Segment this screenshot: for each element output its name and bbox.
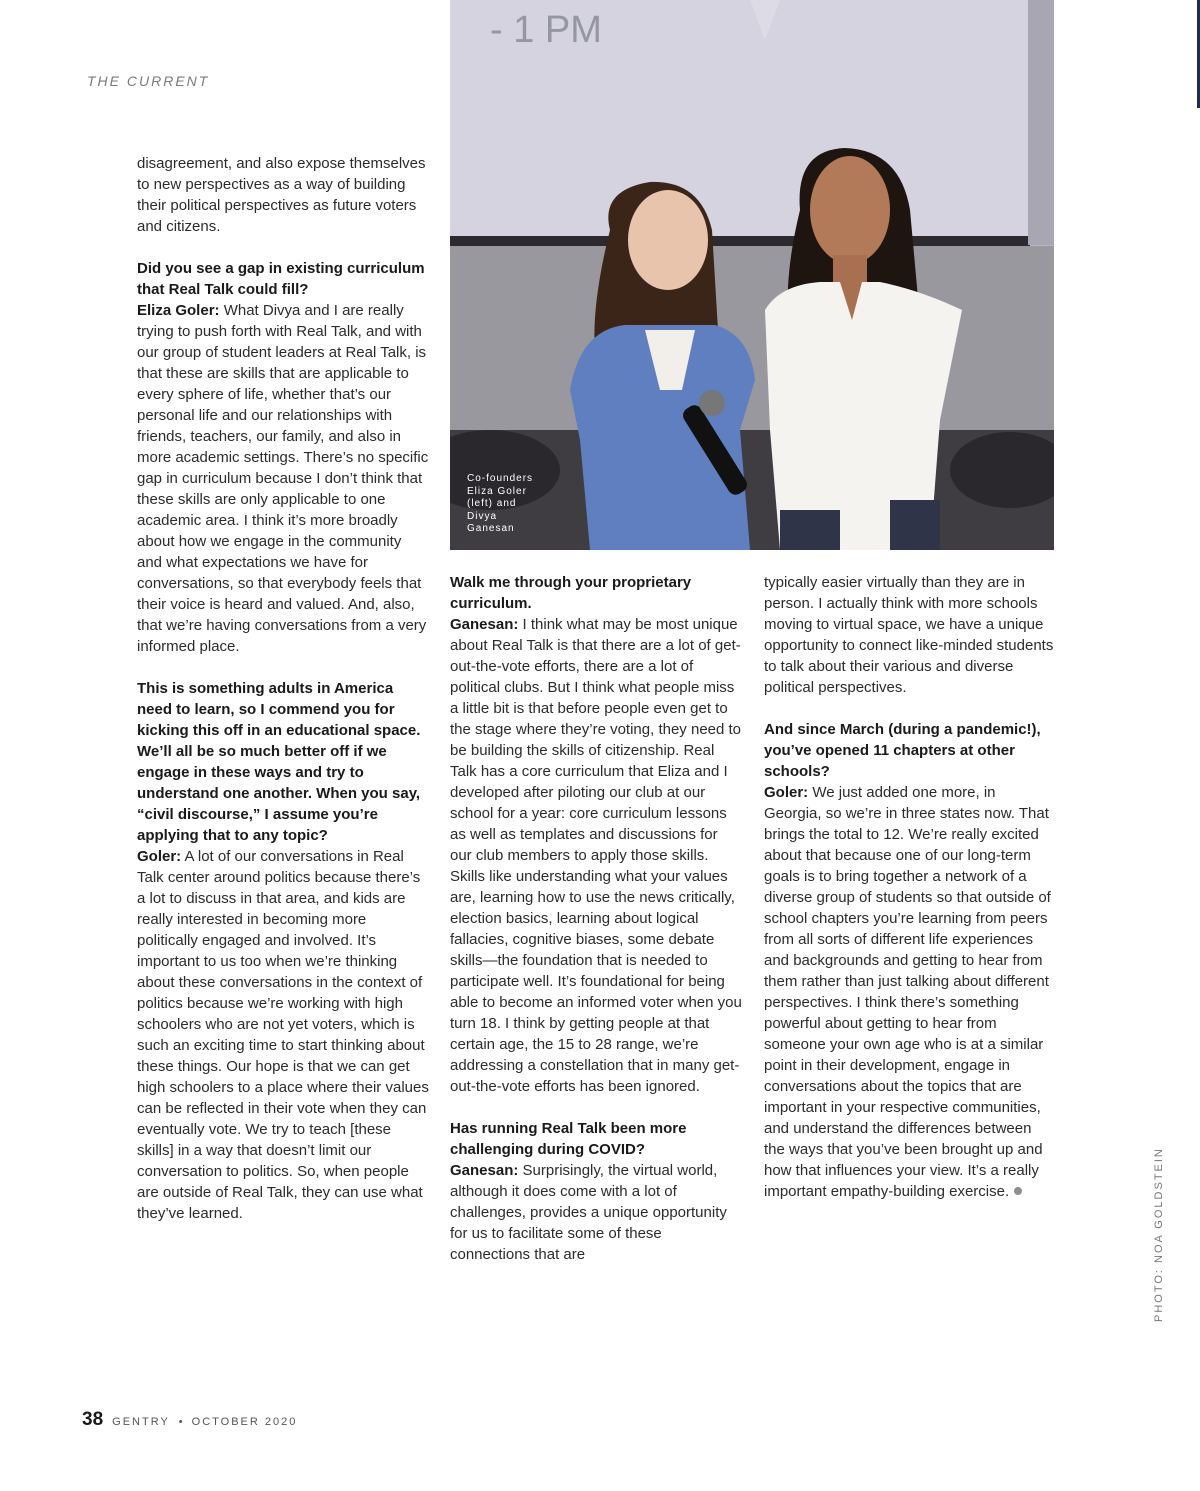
body-paragraph: typically easier virtually than they are in person. I actually think with more schools moving to virtual space, we have a unique opportunity to connect like-minded students to talk about their various and diverse political perspectives.: [764, 574, 1054, 696]
answer-text: I think what may be most unique about Real Talk is that there are a lot of get-out-the-vote efforts, there are a lot of political clubs. But I think what people miss a little bit is that before people even get to the stage where they’re voting, they need to be building the skills of citizenship. Real Talk has a core curriculum that Eliza and I developed after piloting our club at our school for a year: core curriculum lessons as well as templates and discussions for our club members to apply those skills. Skills like understanding what your values are, learning how to use the news critically, election basics, learning about logical fallacies, cognitive biases, some debate skills—the foundation that is needed to participate well. It’s foundational for being able to become an informed voter when you turn 18. I think by getting people at that certain age, the 15 to 28 range, we’re addressing a constellation that in many get-out-the-vote efforts has been ignored.: [450, 616, 742, 1095]
interview-question: Walk me through your proprietary curriculum.: [450, 574, 692, 612]
answer-text: What Divya and I are really trying to push forth with Real Talk, and with our group of student leaders at Real Talk, is that these are skills that are applicable to every sphere of life, whether that’s our personal life and our relationships with friends, teachers, our family, and also in more academic settings. There’s no specific gap in curriculum because I don’t think that these skills are only applicable to one academic area. I think it’s more broadly about how we engage in the community and what expectations we have for conversations, so that everybody feels that their voice is heard and valued. And, also, that we’re having conversations from a very informed place.: [137, 302, 429, 655]
caption-line: Co-founders: [467, 473, 534, 484]
interview-question: Has running Real Talk been more challenging during COVID?: [450, 1120, 687, 1158]
photo-caption: [467, 473, 547, 536]
footer-separator: •: [178, 1416, 183, 1428]
speaker-label: Goler:: [137, 848, 182, 865]
page-number: 38: [82, 1409, 104, 1430]
article-column-1: [137, 153, 429, 1224]
speaker-label: Eliza Goler:: [137, 302, 220, 319]
interview-qa: [137, 258, 429, 657]
interview-qa: [450, 572, 742, 1097]
answer-text: A lot of our conversations in Real Talk center around politics because there’s a lot to discuss in that area, and kids are really interested in becoming more politically engaged and involved. It’s important to us too when we’re thinking about these conversations in the context of politics because we’re working with high schoolers who are not yet voters, which is such an exciting time to start thinking about these things. Our hope is that we can get high schoolers to a place where their values can be reflected in their vote when they can eventually vote. We try to teach [these skills] in a way that doesn’t limit our conversation to politics. So, when people are outside of Real Talk, they can use what they’ve learned.: [137, 848, 429, 1222]
end-mark-icon: [1014, 1187, 1022, 1195]
caption-line: Divya: [467, 510, 498, 522]
interview-question: This is something adults in America need to learn, so I commend you for kicking this off in an educational space. We’ll all be so much better off if we engage in these ways and try to understand one another. When you say, “civil discourse,” I assume you’re applying that to any topic?: [137, 680, 421, 844]
answer-text: Surprisingly, the virtual world, although it does come with a lot of challenges, provides a unique opportunity for us to facilitate some of these connections that are: [450, 1162, 727, 1263]
article-column-3: [764, 572, 1056, 1202]
page-footer: [82, 1409, 297, 1431]
caption-line: Eliza Goler: [467, 485, 527, 497]
speaker-label: Goler:: [764, 784, 809, 801]
photo-credit: PHOTO: NOA GOLDSTEIN: [1153, 1147, 1165, 1322]
section-label: THE CURRENT: [87, 73, 210, 89]
caption-line: (left) and: [467, 498, 517, 509]
speaker-label: Ganesan:: [450, 1162, 519, 1179]
magazine-name: GENTRY: [112, 1416, 170, 1428]
interview-qa: [137, 678, 429, 1224]
issue-date: OCTOBER 2020: [191, 1416, 298, 1428]
article-column-2: [450, 572, 742, 1265]
screen-text: - 1 PM: [490, 9, 602, 51]
interview-question: And since March (during a pandemic!), you’ve opened 11 chapters at other schools?: [764, 721, 1041, 780]
interview-qa: [450, 1118, 742, 1265]
cofounders-photo: [450, 0, 1054, 550]
body-paragraph: disagreement, and also expose themselves to new perspectives as a way of building their political perspectives as future voters and citizens.: [137, 155, 426, 235]
answer-text: We just added one more, in Georgia, so we’re in three states now. That brings the total to 12. We’re really excited about that because one of our long-term goals is to bring together a network of a diverse group of students so that outside of school chapters you’re learning from peers from all sorts of different life experiences and backgrounds and getting to hear from them rather than just talking about different perspectives. I think there’s something powerful about getting to hear from someone your own age who is at a similar point in their development, engage in conversations about the topics that are important in your respective communities, and understand the differences between the ways that you’ve been brought up and how that influences your view. It’s a really important empathy-building exercise.: [764, 784, 1051, 1200]
speaker-label: Ganesan:: [450, 616, 519, 633]
caption-line: Ganesan: [467, 523, 515, 534]
interview-question: Did you see a gap in existing curriculum that Real Talk could fill?: [137, 260, 425, 298]
interview-qa: [764, 719, 1056, 1202]
